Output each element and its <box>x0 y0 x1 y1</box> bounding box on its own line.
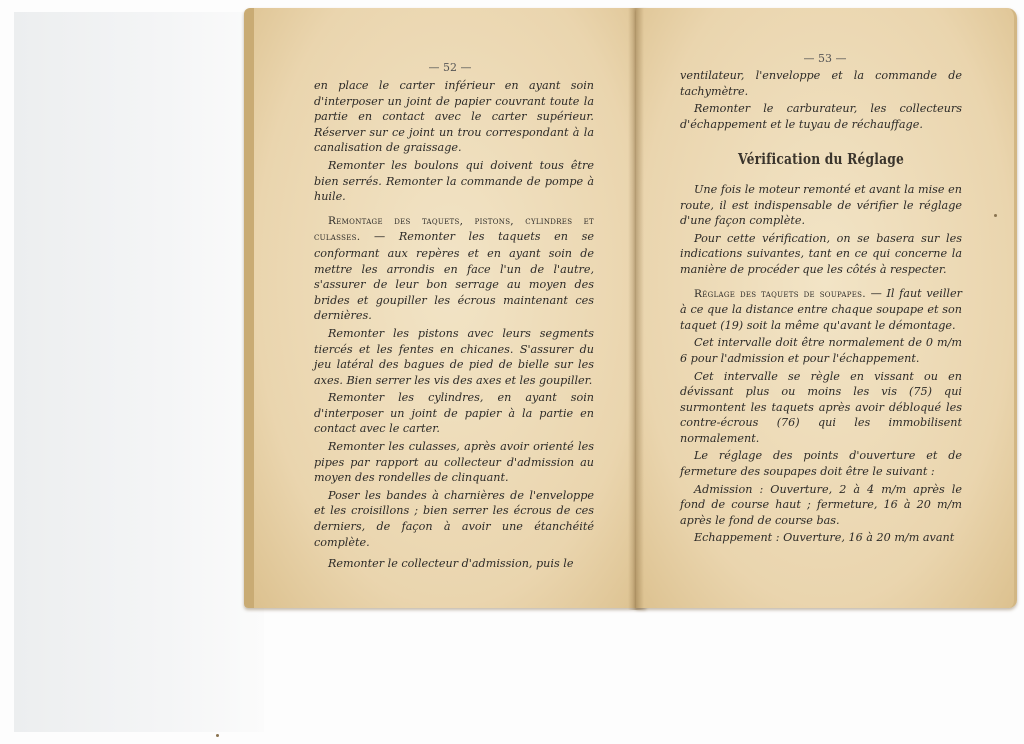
right-page <box>636 8 1017 608</box>
paragraph <box>680 286 962 334</box>
scan-background <box>14 12 264 732</box>
paragraph: Pour cette vérification, on se basera sur les indications suivantes, tant en ce qui concerne la manière de procéder que les côtés à respecter. <box>680 231 962 276</box>
paragraph: Le réglage des points d'ouverture et de fermeture des soupapes doit être le suivant : <box>680 449 962 479</box>
paragraph: Remonter les pistons avec leurs segments tiercés et les fentes en chicanes. S'assurer du jeu latéral des bagues de pied de bielle sur les axes. Bien serrer les vis des axes et les goupiller. <box>314 326 594 387</box>
paragraph: Remonter le collecteur d'admission, puis le <box>328 557 574 571</box>
paragraph: Cet intervalle se règle en vissant ou en dévissant plus ou moins les vis (75) qui surmontent les taquets après avoir débloqué les contre-écrous (76) qui les immobilisent normalement. <box>680 369 962 445</box>
section-heading: Vérification du Réglage <box>738 150 904 169</box>
paragraph-body: — Il faut veiller à ce que la distance entre chaque soupape et son taquet (19) soit la même qu'avant le démontage. <box>680 286 962 332</box>
left-page <box>244 8 646 608</box>
scan-speck <box>216 734 219 737</box>
right-page-text <box>680 68 962 548</box>
paragraph: Admission : Ouverture, 2 à 4 m/m après le fond de course haut ; fermeture, 16 à 20 m/m après le fond de course bas. <box>680 482 962 527</box>
paragraph: Echappement : Ouverture, 16 à 20 m/m avant <box>694 531 955 545</box>
page-number-right: — 53 — <box>803 52 847 65</box>
paragraph: Une fois le moteur remonté et avant la mise en route, il est indispensable de vérifier le réglage d'une façon complète. <box>680 182 962 228</box>
paragraph <box>314 213 594 324</box>
paragraph: ventilateur, l'enveloppe et la commande de tachymètre. <box>680 69 962 98</box>
left-page-text <box>314 78 594 574</box>
open-book <box>244 8 1016 614</box>
paragraph: Cet intervalle doit être normalement de 0 m/m 6 pour l'admission et pour l'échappement. <box>680 336 962 365</box>
section-title: Réglage des taquets de soupapes. <box>694 287 866 300</box>
paragraph: en place le carter inférieur en ayant soin d'interposer un joint de papier couvrant toute la partie en contact avec le carter supérieur. Réserver sur ce joint un trou correspondant à la canalisation de graissage. <box>314 79 594 155</box>
book-gutter <box>628 8 644 610</box>
scan-speck <box>994 214 997 217</box>
paragraph: Poser les bandes à charnières de l'enveloppe et les croisillons ; bien serrer les écrous de ces derniers, de façon à avoir une étanchéité complète. <box>314 488 594 549</box>
section-title: Remontage des taquets, pistons, cylindres et culasses. <box>314 214 594 244</box>
page-number-left: — 52 — <box>428 61 472 74</box>
paragraph-body: — Remonter les taquets en se conformant aux repères et en ayant soin de mettre les arrondis en face l'un de l'autre, s'assurer de leur bon serrage au moyen des brides et goupiller les écrous maintenant ces dernières. <box>314 230 594 323</box>
paragraph: Remonter les boulons qui doivent tous être bien serrés. Remonter la commande de pompe à huile. <box>314 158 594 204</box>
paragraph: Remonter le carburateur, les collecteurs d'échappement et le tuyau de réchauffage. <box>680 102 962 131</box>
paragraph: Remonter les culasses, après avoir orienté les pipes par rapport au collecteur d'admission au moyen des rondelles de clinquant. <box>314 440 594 485</box>
paragraph: Remonter les cylindres, en ayant soin d'interposer un joint de papier à la partie en contact avec le carter. <box>314 391 594 436</box>
